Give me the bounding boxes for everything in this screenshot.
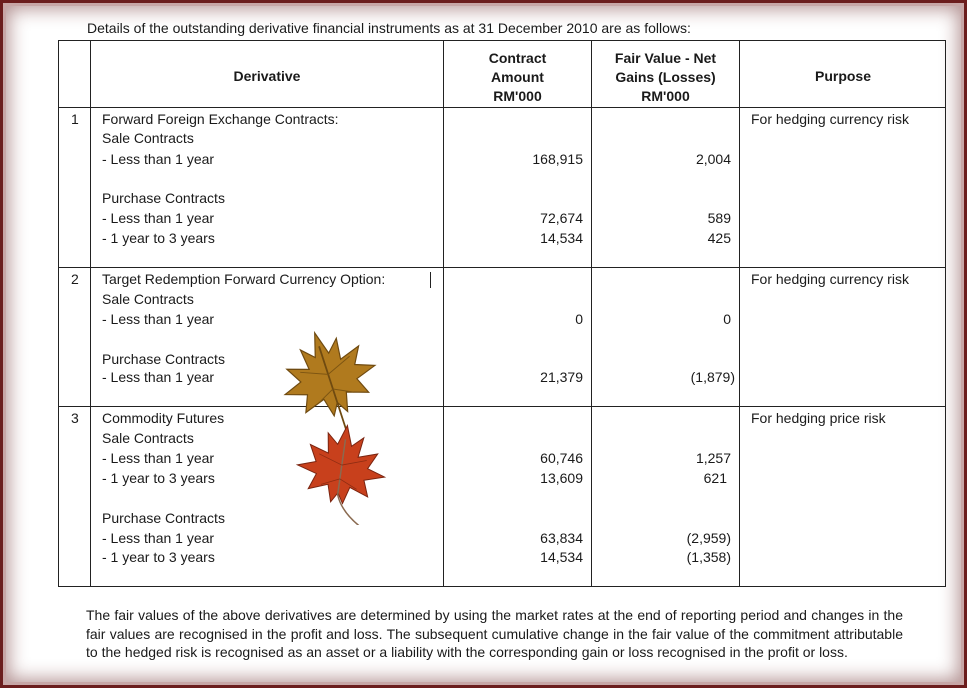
derivatives-table <box>58 40 946 587</box>
footnote-paragraph: The fair values of the above derivatives are determined by using the market rates at the end of reporting period and changes in the fair values are recognised in the profit and loss. The subsequent cumulative change in the fair value of the commitment attributable to the hedged risk is recognised as an asset or a liability with the corresponding gain or loss recognised in the profit or loss. <box>86 607 903 660</box>
fair-value-value: (1,358) <box>686 549 731 565</box>
line-label: Sale Contracts <box>102 430 194 446</box>
contract-amount-value: 72,674 <box>540 210 583 226</box>
fair-value-value: 0 <box>723 311 731 327</box>
column-divider <box>90 41 91 586</box>
column-divider <box>443 41 444 586</box>
line-label: Purchase Contracts <box>102 351 225 367</box>
contract-amount-value: 14,534 <box>540 230 583 246</box>
fair-value-value: 621 <box>703 470 727 486</box>
column-divider <box>591 41 592 586</box>
column-divider <box>739 41 740 586</box>
line-label: Sale Contracts <box>102 130 194 146</box>
line-label: - Less than 1 year <box>102 311 215 327</box>
header-line: Gains (Losses) <box>615 69 716 85</box>
line-label: - Less than 1 year <box>102 530 215 546</box>
line-label: - 1 year to 3 years <box>102 549 215 565</box>
line-label: - Less than 1 year <box>102 210 215 226</box>
fair-value-value: (1,879) <box>690 369 735 385</box>
header-line: Fair Value - Net <box>614 50 717 66</box>
header-line: Amount <box>491 69 544 85</box>
line-label: - Less than 1 year <box>102 369 215 385</box>
line-label: - 1 year to 3 years <box>102 230 215 246</box>
fair-value-value: 589 <box>707 210 731 226</box>
header-line: Contract <box>488 50 547 66</box>
header-derivative: Derivative <box>233 68 301 84</box>
group-purpose: For hedging price risk <box>751 410 886 426</box>
line-label: - 1 year to 3 years <box>102 470 215 486</box>
fair-value-value: 2,004 <box>695 151 731 167</box>
text-cursor <box>430 272 431 288</box>
contract-amount-value: 168,915 <box>532 151 583 167</box>
row-divider <box>59 406 945 407</box>
group-purpose: For hedging currency risk <box>751 111 909 127</box>
contract-amount-value: 0 <box>575 311 583 327</box>
line-label: - Less than 1 year <box>102 151 215 167</box>
fair-value-value: 1,257 <box>695 450 731 466</box>
line-label: Purchase Contracts <box>102 190 225 206</box>
fair-value-value: 425 <box>707 230 731 246</box>
header-line: RM'000 <box>493 88 542 104</box>
row-number: 1 <box>71 111 79 127</box>
contract-amount-value: 21,379 <box>540 369 583 385</box>
header-purpose: Purpose <box>814 68 871 84</box>
contract-amount-value: 14,534 <box>540 549 583 565</box>
group-title: Forward Foreign Exchange Contracts: <box>102 111 339 127</box>
contract-amount-value: 60,746 <box>540 450 583 466</box>
header-line: RM'000 <box>641 88 690 104</box>
row-number: 2 <box>71 271 79 287</box>
line-label: Purchase Contracts <box>102 510 225 526</box>
header-fair-value <box>592 49 739 106</box>
contract-amount-value: 13,609 <box>540 470 583 486</box>
header-contract-amount <box>444 49 591 106</box>
group-purpose: For hedging currency risk <box>751 271 909 287</box>
contract-amount-value: 63,834 <box>540 530 583 546</box>
fair-value-value: (2,959) <box>686 530 731 546</box>
header-divider <box>59 107 945 108</box>
group-title: Target Redemption Forward Currency Option: <box>102 271 386 287</box>
row-number: 3 <box>71 410 79 426</box>
line-label: Sale Contracts <box>102 291 194 307</box>
line-label: - Less than 1 year <box>102 450 215 466</box>
row-divider <box>59 267 945 268</box>
document-heading: Details of the outstanding derivative financial instruments as at 31 December 2010 are as follows: <box>87 20 691 36</box>
group-title: Commodity Futures <box>102 410 225 426</box>
maple-leaf-icon <box>291 421 391 525</box>
